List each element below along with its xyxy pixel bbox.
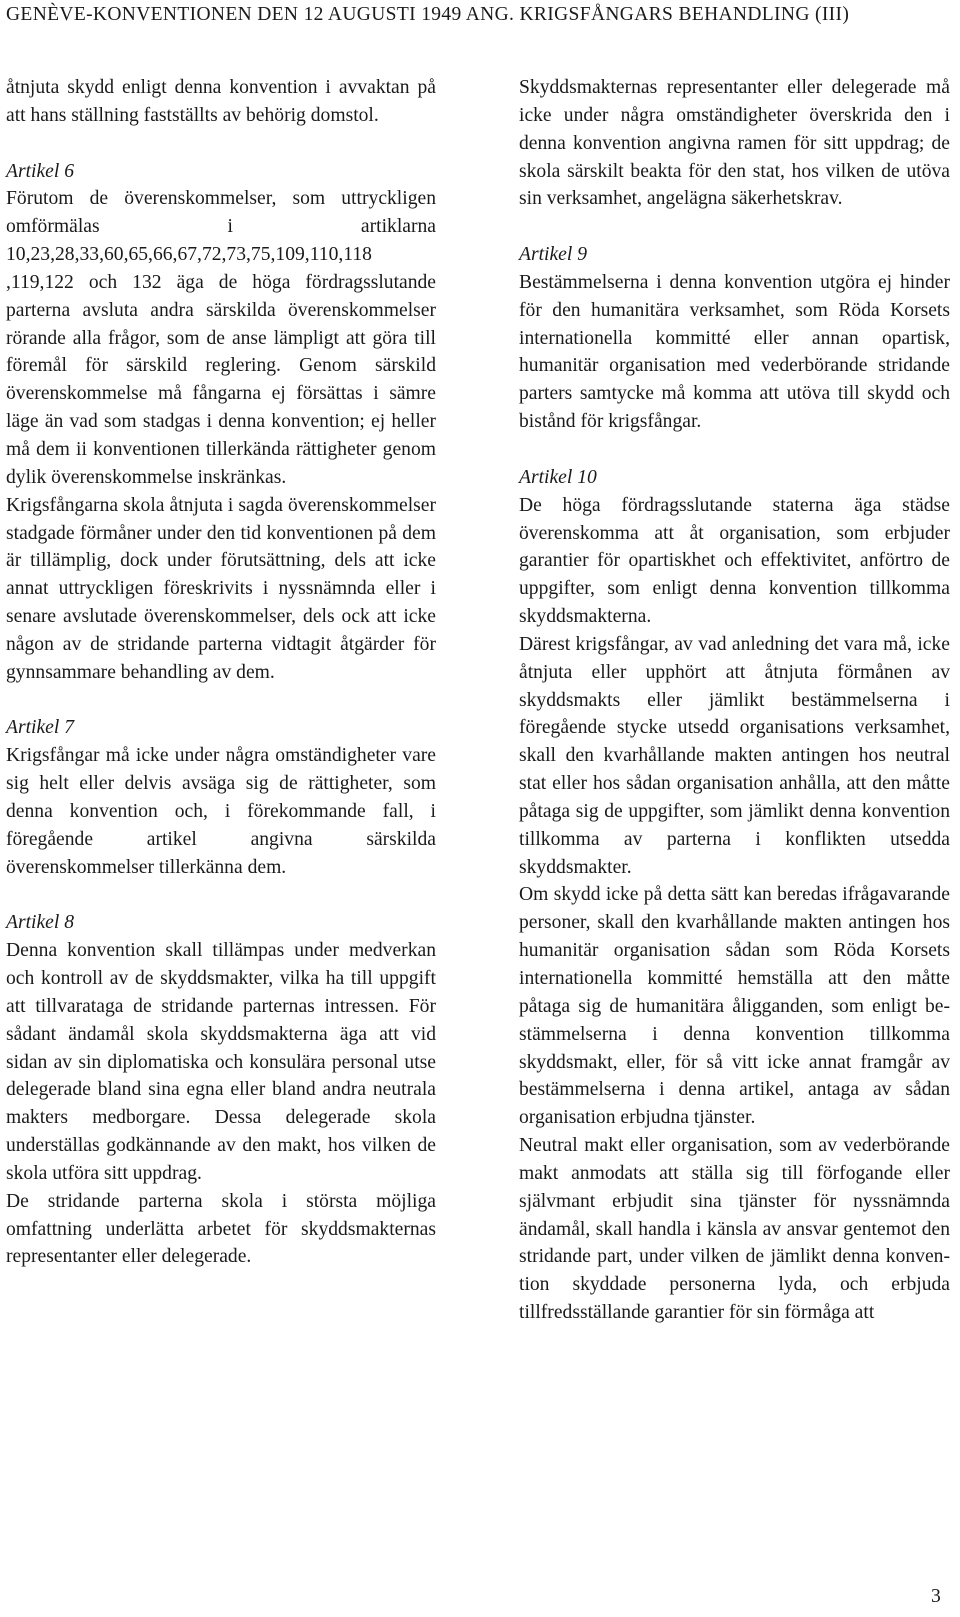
article-10-paragraph-1: De höga fördragsslutande staterna äga städse överenskomma att åt organisation, som erbjuder garantier för opartiskhet och effektivitet, anförtro de uppgifter, som enligt denna konvention tillkomma skyddsmakterna. [519,494,950,628]
left-column [6,74,436,1271]
intro-paragraph: åtnjuta skydd enligt denna konvention i avvaktan på att hans ställning fastställts av behörig domstol. [6,77,436,126]
right-column [519,74,950,1327]
article-9-heading: Artikel 9 [519,244,588,266]
article-10-heading: Artikel 10 [519,466,597,488]
page-number: 3 [931,1586,941,1607]
article-6-heading: Artikel 6 [6,160,75,182]
article-10-paragraph-3: Om skydd icke på detta sätt kan beredas ifrågavarande personer, skall den kvarhållande makten antingen hos humanitär organisation sådan som Röda Korsets internationella kommitté hemställa att den måtte påtaga sig de humanitära åligganden, som enligt bestämmelserna i denna konvention tillkomma skyddsmakt, eller, för så vitt icke annat framgår av bestämmelserna i denna artikel, antaga av sådan organisation erbjudna tjänster. [519,884,950,1129]
article-8-paragraph-3: Skyddsmakternas representanter eller delegerade må icke under några omständigheter överskrida den i denna konvention angivna ramen för sitt uppdrag; de skola särskilt beakta för den stat, hos vilken de utöva sin verksamhet, angelägna säkerhetskrav. [519,77,950,210]
article-7-paragraph-1: Krigsfångar må icke under några omständigheter vare sig helt eller delvis avsäga sig de rättigheter, som denna konvention och, i förekommande fall, i föregående artikel angivna särskilda överenskommelser tillerkänna dem. [6,745,436,878]
article-10-paragraph-2: Därest krigsfångar, av vad anledning det vara må, icke åtnjuta eller upphört att åtnjuta förmånen av skyddsmakts eller jämlikt bestämmelserna i föregående stycke utsedd organisations verksamhet, skall den kvarhållande makten antingen hos neutral stat eller hos sådan organisation anhålla, att den måtte påtaga sig de uppgifter, som jämlikt denna konvention tillkomma av parterna i konflikten utsedda skyddsmakter. [519,633,950,878]
article-6-paragraph-2: Krigsfångarna skola åtnjuta i sagda överenskommelser stadgade förmåner under den tid konventionen på dem är tillämplig, dock under förutsättning, dels att icke annat uttryckligen föreskrivits i nyssnämnda eller i senare avslutade överenskommelser, dels ock att icke någon av de stridande parterna vidtagit åtgärder för gynnsammare behandling av dem. [6,494,436,683]
article-8-paragraph-2: De stridande parterna skola i största möjliga omfattning underlätta arbetet för skyddsmakternas representanter eller delegerade. [6,1190,436,1268]
article-8-heading: Artikel 8 [6,912,75,934]
running-header: GENÈVE-KONVENTIONEN DEN 12 AUGUSTI 1949 ANG. KRIGSFÅNGARS BEHANDLING (III) [6,4,850,25]
article-8-paragraph-1: Denna konvention skall tillämpas under medverkan och kontroll av de skyddsmakter, vilka ha till uppgift att tillvaratagа de stridande parternas intressen. För sådant ändamål skola skyddsmakterna äga att vid sidan av sin diplomatiska och konsulära personal utse delegerade bland sina egna eller bland andra neutrala makters medborgare. Dessa delegerade skola underställas godkännande av den makt, hos vilken de skola utföra sitt uppdrag. [6,940,436,1184]
article-10-paragraph-4: Neutral makt eller organisation, som av vederbörande makt anmodats att ställa sig till förfogande eller självmant erbjudit sina tjänster för nyssnämnda ändamål, skall handla i känsla av ansvar gentemot den stridande part, under vilken de jämlikt denna konvention skyddade personerna lyda, och erbjuda tillfredsställande garantier för sin förmåga att [519,1135,950,1324]
article-7-heading: Artikel 7 [6,717,75,739]
article-9-paragraph-1: Bestämmelserna i denna konvention utgöra ej hinder för den humanitära verksamhet, som Röda Korsets internationella kommitté eller annan opartisk, humanitär organisation med vederbörande stridande parters samtycke må komma att utöva till skydd och bistånd för krigsfångar. [519,271,950,433]
article-6-paragraph-1: Förutom de överenskommelser, som uttryckligen omförmälas i artiklarna 10,23,28,33,60,65,66,67,72,73,75,109,110,118 ,119,122 och 132 äga de höga fördragsslutande parterna avsluta andra särskilda överenskommelser rörande alla frågor, som de anse lämpligt att göra till föremål för särskild reglering. Genom särskild överenskommelse må fångarna ej försättas i sämre läge än vad som stadgas i denna konvention; ej heller må dem ii konventionen tillerkända rättigheter genom dylik överenskommelse inskränkas. [6,188,436,488]
